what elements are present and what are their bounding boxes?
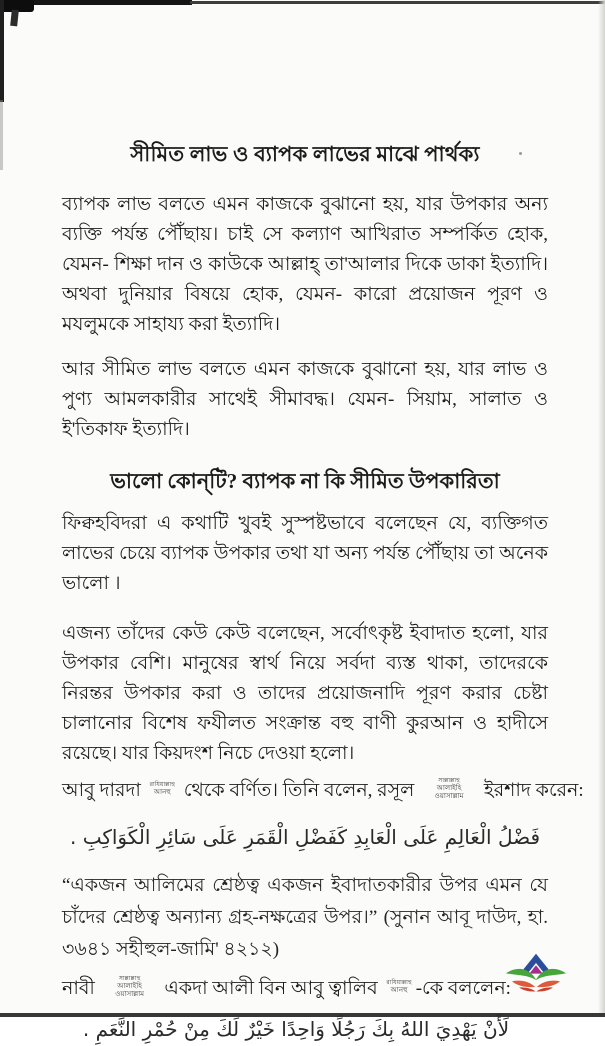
honorific-radiallahu-anhu-icon: রাযিয়াল্লাহু আনহু: [149, 781, 175, 796]
paragraph-jurists-opinion: ফিক্বহবিদরা এ কথাটি খুবই সুস্পষ্টভাবে বলেছেন যে, ব্যক্তিগত লাভের চেয়ে ব্যাপক উপকার তথা যা অন্য পর্যন্ত পৌঁছায় তা অনেক ভালো ।: [62, 513, 548, 594]
scan-edge-top-light: [190, 1, 605, 4]
honorific-radiallahu-anhu-icon-2: রাযিয়াল্লাহু আনহু: [386, 979, 412, 994]
hadith-translation-with-reference: “একজন আলিমের শ্রেষ্ঠত্ব একজন ইবাদাতকারীর উপর এমন যে চাঁদের শ্রেষ্ঠত্ব অন্যান্য গ্রহ-নক্ষত্রের উপর।” (সুনান আবূ দাউদ, হা. ৩৬৪১ সহীহুল-জামি' ৪২১২): [62, 875, 548, 960]
arabic-hadith-scholar-over-worshipper: فَضْلُ الْعَالِمِ عَلَى الْعَابِدِ كَفَضْلِ الْقَمَرِ عَلَى سَائِرِ الْكَوَاكِبِ .: [69, 825, 541, 849]
scan-corner-mark: [10, 10, 19, 27]
logo-orange-left-page-icon: [512, 981, 535, 988]
logo-red-left-page-icon: [519, 987, 535, 991]
scan-edge-left-fade: [0, 100, 3, 170]
narrator-name: আবু দারদা: [62, 780, 141, 801]
scan-edge-left: [0, 0, 4, 102]
narration-middle-2: একদা আলী বিন আবু ত্বালিব: [164, 978, 378, 999]
section-heading-difference: সীমিত লাভ ও ব্যাপক লাভের মাঝে পার্থক্য: [130, 142, 480, 166]
honorific-sallallahu-icon-2: সাল্লাল্লাহু আলাইহি ওয়াসাল্লাম: [115, 975, 145, 998]
narration-line-abu-darda: [62, 776, 584, 806]
publisher-logo: [505, 951, 567, 999]
narrator-name-2: নাবী: [62, 978, 95, 999]
narration-tail-2: -কে বললেন:: [415, 978, 511, 999]
logo-red-right-page-icon: [536, 987, 552, 991]
page-text-column: [62, 140, 584, 1046]
logo-orange-right-page-icon: [537, 981, 560, 988]
honorific-sallallahu-icon: সাল্লাল্লাহু আলাইহি ওয়াসাল্লাম: [434, 777, 464, 800]
paragraph-best-worship: এজন্য তাঁদের কেউ কেউ বলেছেন, সর্বোৎকৃষ্ট ইবাদাত হলো, যার উপকার বেশি। মানুষের স্বার্থ নিয়ে সর্বদা ব্যস্ত থাকা, তাদেরকে নিরন্তর উপকার করা ও তাদের প্রয়োজনাদি পূরণ করার চেষ্টা চালানোর বিশেষ ফযীলত সংক্রান্ত বহু বাণী কুরআন ও হাদীসে রয়েছে। যার কিয়দংশ নিচে দেওয়া হলো।: [62, 623, 548, 764]
paragraph-broad-benefit: ব্যাপক লাভ বলতে এমন কাজকে বুঝানো হয়, যার উপকার অন্য ব্যক্তি পর্যন্ত পৌঁছায়। চাই সে কল্যাণ আখিরাত সম্পর্কিত হোক, যেমন- শিক্ষা দান ও কাউকে আল্লাহ্ তা'আলার দিকে ডাকা ইত্যাদি। অথবা দুনিয়ার বিষয়ে হোক, যেমন- কারো প্রয়োজন পূরণ ও মযলুমকে সাহায্য করা ইত্যাদি।: [62, 194, 548, 335]
publisher-logo-icon: [505, 951, 567, 999]
narration-tail: ইরশাদ করেন:: [483, 780, 584, 801]
narration-line-ali-bin-abu-talib: [62, 974, 548, 1004]
paragraph-limited-benefit: আর সীমিত লাভ বলতে এমন কাজকে বুঝানো হয়, যার লাভ ও পুণ্য আমলকারীর সাথেই সীমাবদ্ধ। যেমন- সিয়াম, সালাত ও ই'তিকাফ ইত্যাদি।: [62, 359, 548, 440]
scan-edge-right-shadow: [598, 0, 605, 1017]
narration-middle: থেকে বর্ণিত। তিনি বলেন, রসূল: [183, 780, 415, 801]
section-heading-which-better: ভালো কোন্‌টি? ব্যাপক না কি সীমিত উপকারিতা: [110, 469, 500, 493]
arabic-hadith-guidance-better-than-red-camels: لَأَنْ يَهْدِيَ اللهُ بِكَ رَجُلًا وَاحِدًا خَيْرٌ لَكَ مِنْ حُمْرِ النَّعَمِ .: [82, 1017, 510, 1041]
